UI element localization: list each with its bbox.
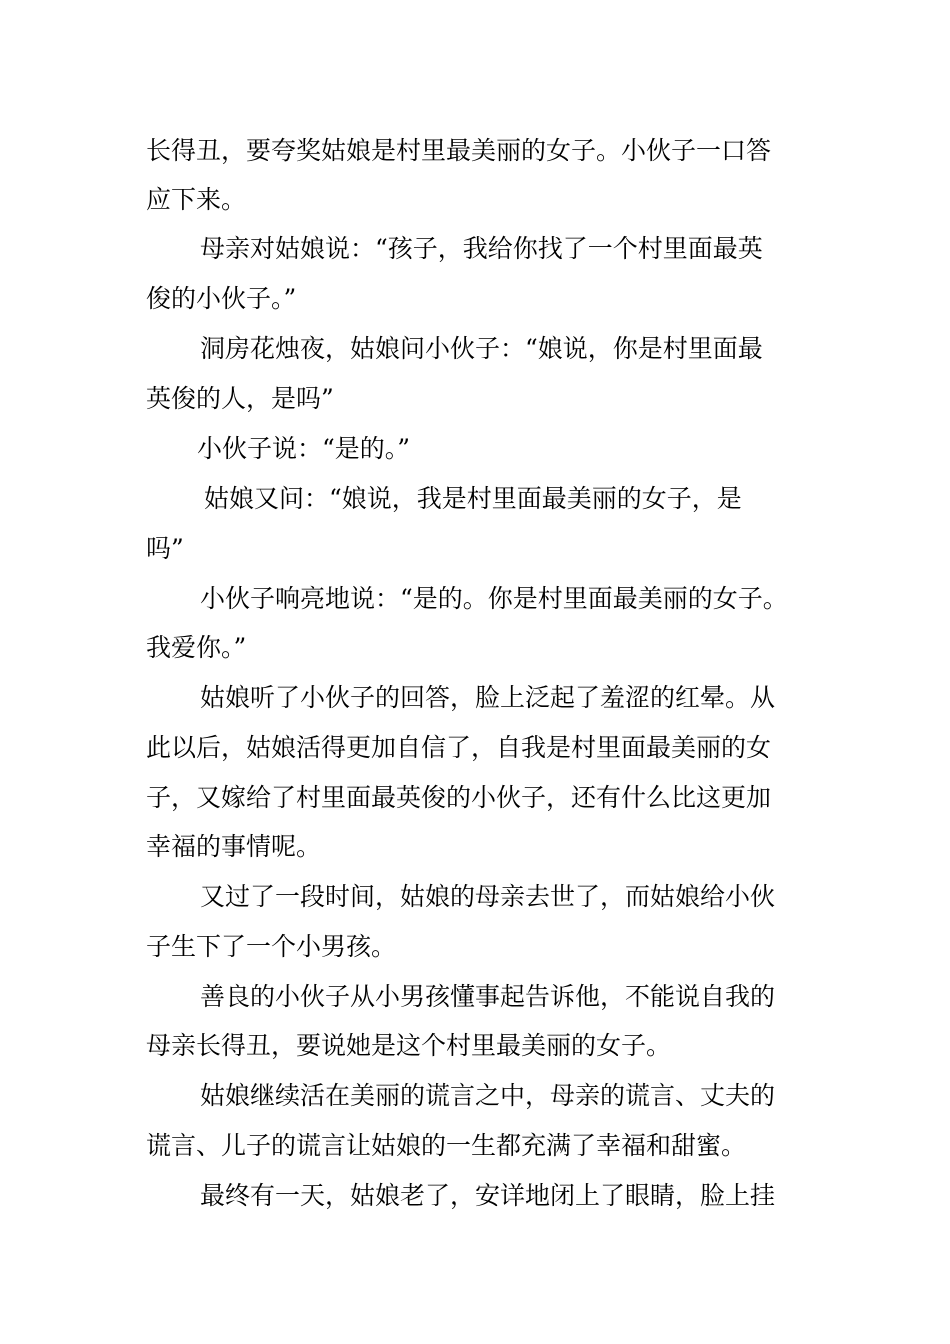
text-line: 此以后，姑娘活得更加自信了，自我是村里面最美丽的女	[146, 733, 772, 762]
paragraph-start-line: 姑娘又问：“娘说，我是村里面最美丽的女子，是	[204, 484, 742, 513]
paragraph-start-line: 小伙子说：“是的。”	[197, 434, 411, 463]
paragraph-start-line: 母亲对姑娘说：“孩子，我给你找了一个村里面最英	[200, 234, 763, 263]
text-line: 我爱你。”	[146, 633, 247, 662]
text-line: 应下来。	[146, 185, 247, 214]
text-line: 幸福的事情呢。	[146, 832, 322, 861]
text-line: 谎言、儿子的谎言让姑娘的一生都充满了幸福和甜蜜。	[146, 1131, 747, 1160]
paragraph-start-line: 姑娘听了小伙子的回答，脸上泛起了羞涩的红晕。从	[200, 683, 776, 712]
paragraph-start-line: 小伙子响亮地说：“是的。你是村里面最美丽的女子。	[200, 584, 788, 613]
paragraph-start-line: 又过了一段时间，姑娘的母亲去世了，而姑娘给小伙	[200, 882, 776, 911]
text-line: 长得丑，要夸奖姑娘是村里最美丽的女子。小伙子一口答	[146, 136, 772, 165]
text-line: 子生下了一个小男孩。	[146, 932, 397, 961]
text-line: 英俊的人，是吗”	[146, 384, 334, 413]
text-line: 子，又嫁给了村里面最英俊的小伙子，还有什么比这更加	[146, 783, 772, 812]
paragraph-start-line: 洞房花烛夜，姑娘问小伙子：“娘说，你是村里面最	[200, 334, 763, 363]
paragraph-start-line: 姑娘继续活在美丽的谎言之中，母亲的谎言、丈夫的	[200, 1081, 776, 1110]
paragraph-start-line: 最终有一天，姑娘老了，安详地闭上了眼睛，脸上挂	[200, 1181, 776, 1210]
text-line: 俊的小伙子。”	[146, 284, 297, 313]
paragraph-start-line: 善良的小伙子从小男孩懂事起告诉他，不能说自我的	[200, 982, 776, 1011]
text-line: 母亲长得丑，要说她是这个村里最美丽的女子。	[146, 1031, 672, 1060]
text-line: 吗”	[146, 534, 184, 563]
